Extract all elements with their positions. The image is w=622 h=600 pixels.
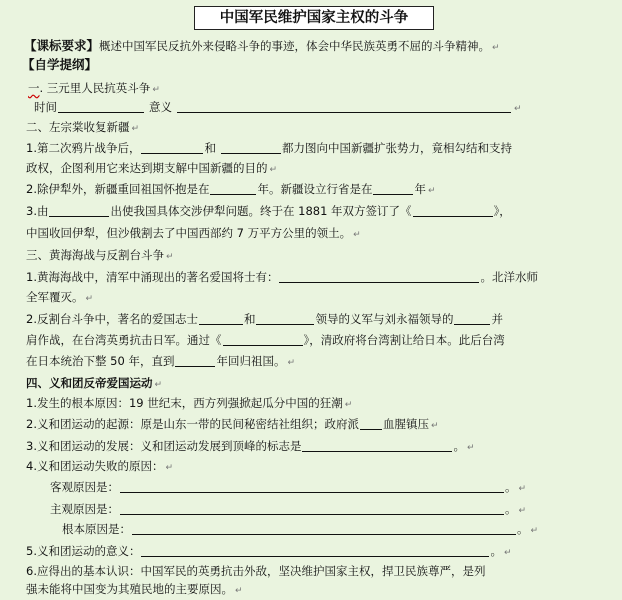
- answer-blank[interactable]: [175, 353, 215, 367]
- q-text: 中国收回伊犁，但沙俄割去了中国西部约 7 万平方公里的领土。: [26, 226, 352, 240]
- q-text: 强未能将中国变为其殖民地的主要原因。: [26, 582, 233, 596]
- q-text: 5.义和团运动的意义：: [26, 544, 141, 558]
- q-text: 3.由: [26, 204, 49, 218]
- q-text: 领导的义军与刘永福领导的: [315, 312, 454, 326]
- paragraph-mark-icon: ↵: [152, 85, 160, 95]
- paragraph-mark-icon: ↵: [427, 186, 436, 196]
- answer-blank[interactable]: [120, 501, 504, 515]
- q-text: 1.发生的根本原因：19 世纪末，西方列强掀起瓜分中国的狂潮: [26, 396, 343, 410]
- answer-blank[interactable]: [256, 311, 314, 325]
- section2-q2: [26, 180, 436, 198]
- section2-q1-cont: [26, 159, 277, 177]
- q-text: 都力图向中国新疆扩张势力，竟相勾结和支持: [281, 141, 512, 155]
- q-text: 政权，企图利用它来达到期支解中国新疆的目的: [26, 161, 268, 175]
- subjective-cause-line: [50, 500, 526, 518]
- root-cause-line: [62, 520, 538, 538]
- section4-q1: [26, 394, 352, 412]
- answer-blank[interactable]: [373, 181, 413, 195]
- paragraph-mark-icon: ↵: [165, 463, 174, 473]
- answer-blank[interactable]: [221, 140, 281, 154]
- q-text: 。: [505, 480, 517, 494]
- meaning-label: 意义: [149, 100, 172, 114]
- q-text: 1.黄海海战中，清军中涌现出的著名爱国将士有：: [26, 270, 279, 284]
- meaning-blank[interactable]: [177, 99, 511, 113]
- section4-heading: [26, 374, 162, 392]
- q-text: 年。新疆设立行省是在: [257, 182, 373, 196]
- q-text: 。: [517, 522, 529, 536]
- section2-q3-cont: [26, 224, 361, 242]
- section2-title: 二、左宗棠收复新疆: [26, 120, 130, 134]
- requirement-line: [24, 37, 500, 55]
- section3-q1: [26, 268, 538, 286]
- section2-q3: [26, 202, 511, 220]
- q-text: 1.第二次鸦片战争后，: [26, 141, 141, 155]
- section4-q6-cont: [26, 580, 243, 598]
- answer-blank[interactable]: [279, 269, 479, 283]
- answer-blank[interactable]: [199, 311, 243, 325]
- paragraph-mark-icon: ↵: [518, 506, 527, 516]
- q-text: 。: [490, 544, 502, 558]
- paragraph-mark-icon: ↵: [430, 421, 439, 431]
- q-text: 。: [453, 439, 465, 453]
- paragraph-mark-icon: ↵: [166, 252, 174, 262]
- q-text: 2.反割台斗争中，著名的爱国志士: [26, 312, 198, 326]
- q-text: 主观原因是：: [50, 502, 119, 516]
- q-text: 客观原因是：: [50, 480, 119, 494]
- q-text: 肩作战，在台湾英勇抗击日军。通过《: [26, 333, 222, 347]
- section2-q1: [26, 139, 512, 157]
- q-text: 血腥镇压: [382, 417, 429, 431]
- q-text: 》，: [493, 204, 511, 218]
- paragraph-mark-icon: ↵: [353, 230, 361, 240]
- q-text: 。北洋水师: [480, 270, 538, 284]
- section4-q2: [26, 415, 439, 433]
- paragraph-mark-icon: ↵: [85, 294, 94, 304]
- section3-q1-cont: [26, 288, 93, 306]
- paragraph-mark-icon: ↵: [131, 124, 140, 134]
- section3-q2-cont2: [26, 352, 295, 370]
- paragraph-mark-icon: ↵: [503, 548, 512, 558]
- paragraph-mark-icon: ↵: [269, 165, 278, 175]
- q-text: 出使我国具体交涉伊犁问题。终于在 1881 年双方签订了《: [110, 204, 412, 218]
- section2-heading: [26, 118, 139, 136]
- answer-blank[interactable]: [223, 332, 303, 346]
- answer-blank[interactable]: [454, 311, 490, 325]
- q-text: 年回归祖国。: [216, 354, 286, 368]
- objective-cause-line: [50, 478, 526, 496]
- paragraph-mark-icon: ↵: [466, 443, 475, 453]
- q-text: 根本原因是：: [62, 522, 131, 536]
- q-text: 4.义和团运动失败的原因：: [26, 459, 164, 473]
- section3-q2-cont: [26, 331, 505, 349]
- section1-number: 一: [28, 81, 40, 95]
- q-text: 和: [243, 312, 256, 326]
- paragraph-mark-icon: ↵: [287, 358, 295, 368]
- requirement-label: 【课标要求】: [24, 38, 100, 53]
- section4-q5: [26, 542, 512, 560]
- answer-blank[interactable]: [413, 203, 493, 217]
- paragraph-mark-icon: ↵: [530, 526, 539, 536]
- paragraph-mark-icon: ↵: [514, 104, 522, 114]
- answer-blank[interactable]: [302, 438, 452, 452]
- section1-time-line: [34, 98, 522, 116]
- q-text: 》，清政府将台湾割让给日本。此后台湾: [303, 333, 505, 347]
- answer-blank[interactable]: [210, 181, 256, 195]
- answer-blank[interactable]: [49, 203, 109, 217]
- section1-heading: [28, 79, 160, 97]
- answer-blank[interactable]: [141, 543, 489, 557]
- q-text: 全军覆灭。: [26, 290, 84, 304]
- section4-q4: [26, 457, 173, 475]
- q-text: 并: [491, 312, 503, 326]
- paragraph-mark-icon: ↵: [518, 484, 527, 494]
- page-title: 中国军民维护国家主权的斗争: [194, 6, 434, 30]
- q-text: 3.义和团运动的发展：义和团运动发展到顶峰的标志是: [26, 439, 302, 453]
- paragraph-mark-icon: ↵: [154, 380, 163, 390]
- section3-heading: [26, 246, 174, 264]
- time-blank[interactable]: [58, 99, 144, 113]
- q-text: 和: [204, 141, 216, 155]
- section3-title: 三、黄海海战与反割台斗争: [26, 248, 164, 262]
- q-text: 2.义和团运动的起源：原是山东一带的民间秘密结社组织；政府派: [26, 417, 359, 431]
- q-text: 在日本统治下整 50 年，直到: [26, 354, 175, 368]
- requirement-text: 概述中国军民反抗外来侵略斗争的事迹，体会中华民族英勇不屈的斗争精神。: [99, 39, 491, 53]
- outline-label: 【自学提纲】: [22, 57, 98, 72]
- paragraph-mark-icon: ↵: [344, 400, 353, 410]
- paragraph-mark-icon: ↵: [492, 43, 500, 53]
- section4-title: 四、义和团反帝爱国运动: [26, 376, 153, 390]
- answer-blank[interactable]: [141, 140, 203, 154]
- q-text: 6.应得出的基本认识：中国军民的英勇抗击外敌，坚决维护国家主权，捍卫民族尊严，是列: [26, 564, 486, 578]
- time-label: 时间: [34, 100, 57, 114]
- section1-title: . 三元里人民抗英斗争: [39, 81, 151, 95]
- section4-q6: [26, 562, 485, 580]
- answer-blank[interactable]: [120, 479, 504, 493]
- answer-blank[interactable]: [132, 521, 516, 535]
- section4-q3: [26, 437, 475, 455]
- q-text: 。: [505, 502, 517, 516]
- section3-q2: [26, 310, 503, 328]
- q-text: 2.除伊犁外，新疆重回祖国怀抱是在: [26, 182, 210, 196]
- paragraph-mark-icon: ↵: [235, 586, 243, 596]
- q-text: 年: [414, 182, 426, 196]
- answer-blank[interactable]: [360, 416, 382, 430]
